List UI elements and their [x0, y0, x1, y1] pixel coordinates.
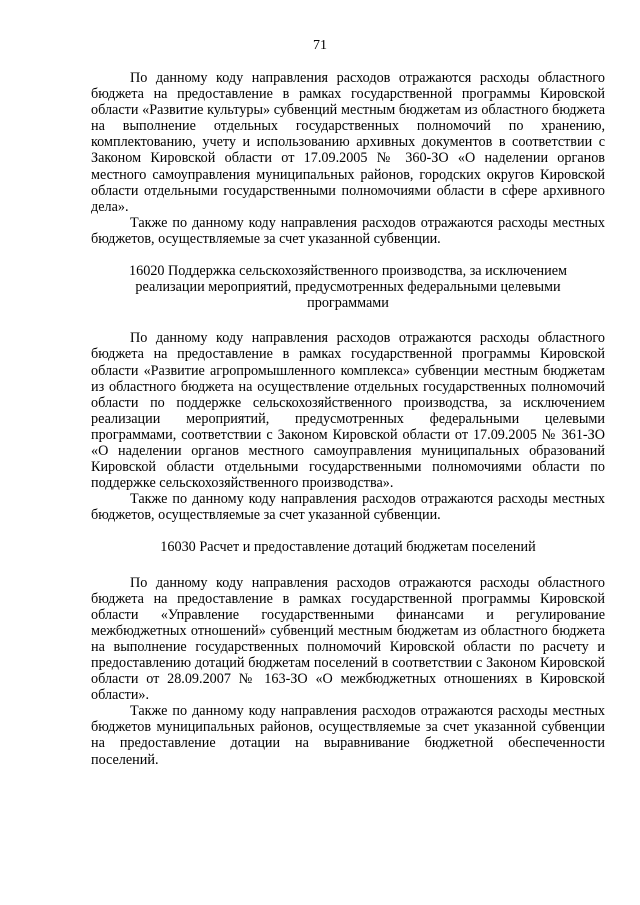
body-paragraph: По данному коду направления расходов отражаются расходы областного бюджета на предоставление в рамках государственной программы Кировской области «Развитие агропромышленного комплекса» субвенции местным бюджетам из областного бюджета на осуществление отдельных государственных полномочий области по поддержке сельскохозяйственного производства, за исключением реализации мероприятий, предусмотренных федеральными целевыми программами, соответствии с Законом Кировской области от 17.09.2005 № 361-ЗО «О наделении органов местного самоуправления муниципальных образований Кировской области отдельными государственными полномочиями области по поддержке сельскохозяйственного производства».	[91, 330, 605, 492]
body-paragraph: Также по данному коду направления расходов отражаются расходы местных бюджетов, осуществляемые за счет указанной субвенции.	[91, 491, 605, 524]
body-paragraph: Также по данному коду направления расходов отражаются расходы местных бюджетов муниципальных районов, осуществляемые за счет указанной субвенции на предоставление дотации на выравнивание бюджетной обеспеченности поселений.	[91, 703, 605, 768]
section-heading-16020: 16020 Поддержка сельскохозяйственного производства, за исключением реализации мероприятий, предусмотренных федеральными целевыми программами	[129, 263, 567, 312]
document-body	[91, 70, 605, 768]
body-paragraph: Также по данному коду направления расходов отражаются расходы местных бюджетов, осуществляемые за счет указанной субвенции.	[91, 214, 605, 247]
page-number: 71	[313, 38, 327, 53]
body-paragraph: По данному коду направления расходов отражаются расходы областного бюджета на предоставление в рамках государственной программы Кировской области «Развитие культуры» субвенций местным бюджетам из областного бюджета на выполнение отдельных государственных полномочий по хранению, комплектованию, учету и использованию архивных документов в соответствии с Законом Кировской области от 17.09.2005 № 360-ЗО «О наделении органов местного самоуправления муниципальных районов, городских округов Кировской области отдельными государственными полномочиями области в сфере архивного дела».	[91, 70, 605, 215]
section-heading-16030: 16030 Расчет и предоставление дотаций бюджетам поселений	[160, 539, 536, 556]
body-paragraph: По данному коду направления расходов отражаются расходы областного бюджета на предоставление в рамках государственной программы Кировской области «Управление государственными финансами и регулирование межбюджетных отношений» субвенций местным бюджетам из областного бюджета на выполнение государственных полномочий Кировской области по расчету и предоставлению дотаций бюджетам поселений в соответствии с Законом Кировской области от 28.09.2007 № 163-ЗО «О межбюджетных отношениях в Кировской области».	[91, 574, 605, 704]
